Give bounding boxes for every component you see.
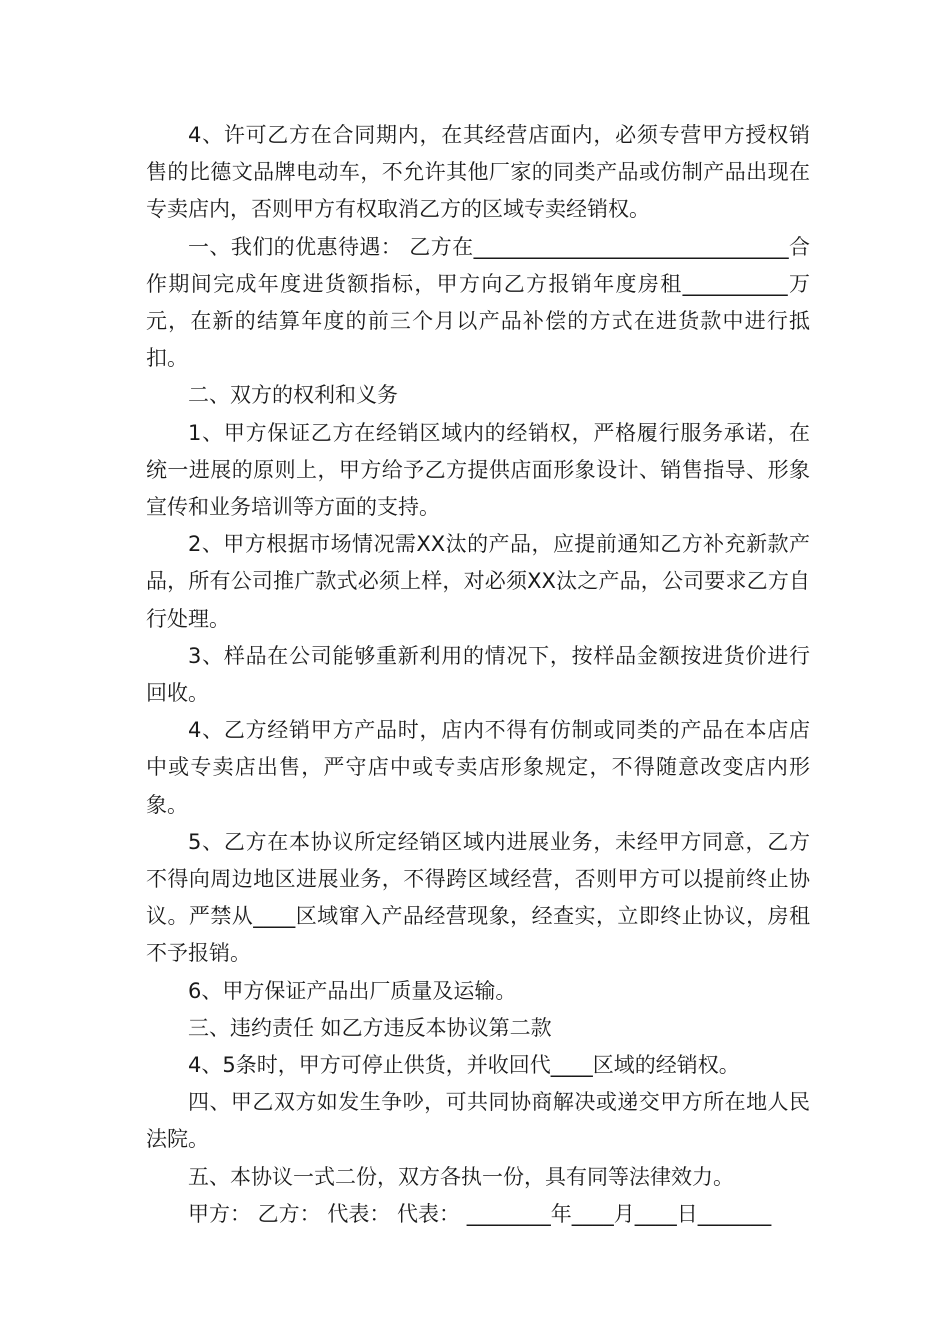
paragraph-rights-2: 2、甲方根据市场情况需XX汰的产品，应提前通知乙方补充新款产品，所有公司推广款式必须上样，对必须XX汰之产品，公司要求乙方自行处理。 (146, 532, 810, 631)
section-heading-breach: 三、违约责任 如乙方违反本协议第二款 (188, 1015, 552, 1040)
section-heading-rights-obligations: 二、双方的权利和义务 (188, 383, 398, 408)
paragraph-rights-5: 5、乙方在本协议所定经销区域内进展业务，未经甲方同意，乙方不得向周边地区进展业务，不得跨区域经营，否则甲方可以提前终止协议。严禁从____区域窜入产品经营现象，经查实，立即终止协议，房租不予报销。 (146, 829, 810, 966)
paragraph-rights-3: 3、样品在公司能够重新利用的情况下，按样品金额按进货价进行回收。 (146, 643, 810, 706)
paragraph-rights-6: 6、甲方保证产品出厂质量及运输。 (188, 978, 517, 1003)
paragraph-clause-4-exclusive-sales: 4、许可乙方在合同期内，在其经营店面内，必须专营甲方授权销售的比德文品牌电动车，不允许其他厂家的同类产品或仿制产品出现在专卖店内，否则甲方有权取消乙方的区域专卖经销权。 (146, 123, 810, 222)
document-body (146, 117, 810, 1233)
paragraph-dispute-resolution: 四、甲乙双方如发生争吵，可共同协商解决或递交甲方所在地人民法院。 (146, 1090, 810, 1152)
paragraph-rights-4: 4、乙方经销甲方产品时，店内不得有仿制或同类的产品在本店店中或专卖店出售，严守店中或专卖店形象规定，不得随意改变店内形象。 (146, 718, 810, 817)
paragraph-preferential-treatment: 一、我们的优惠待遇： 乙方在______________________________合作期间完成年度进货额指标，甲方向乙方报销年度房租__________万元，在新的结算年度的前三个月以产品补偿的方式在进货款中进行抵扣。 (146, 234, 810, 371)
paragraph-copies: 五、本协议一式二份，双方各执一份，具有同等法律效力。 (188, 1164, 734, 1189)
paragraph-breach-detail: 4、5条时，甲方可停止供货，并收回代____区域的经销权。 (188, 1053, 740, 1078)
signature-line: 甲方： 乙方： 代表： 代表： ________年____月____日_______ (188, 1201, 772, 1226)
paragraph-rights-1: 1、甲方保证乙方在经销区域内的经销权，严格履行服务承诺，在统一进展的原则上，甲方给予乙方提供店面形象设计、销售指导、形象宣传和业务培训等方面的支持。 (146, 420, 810, 520)
